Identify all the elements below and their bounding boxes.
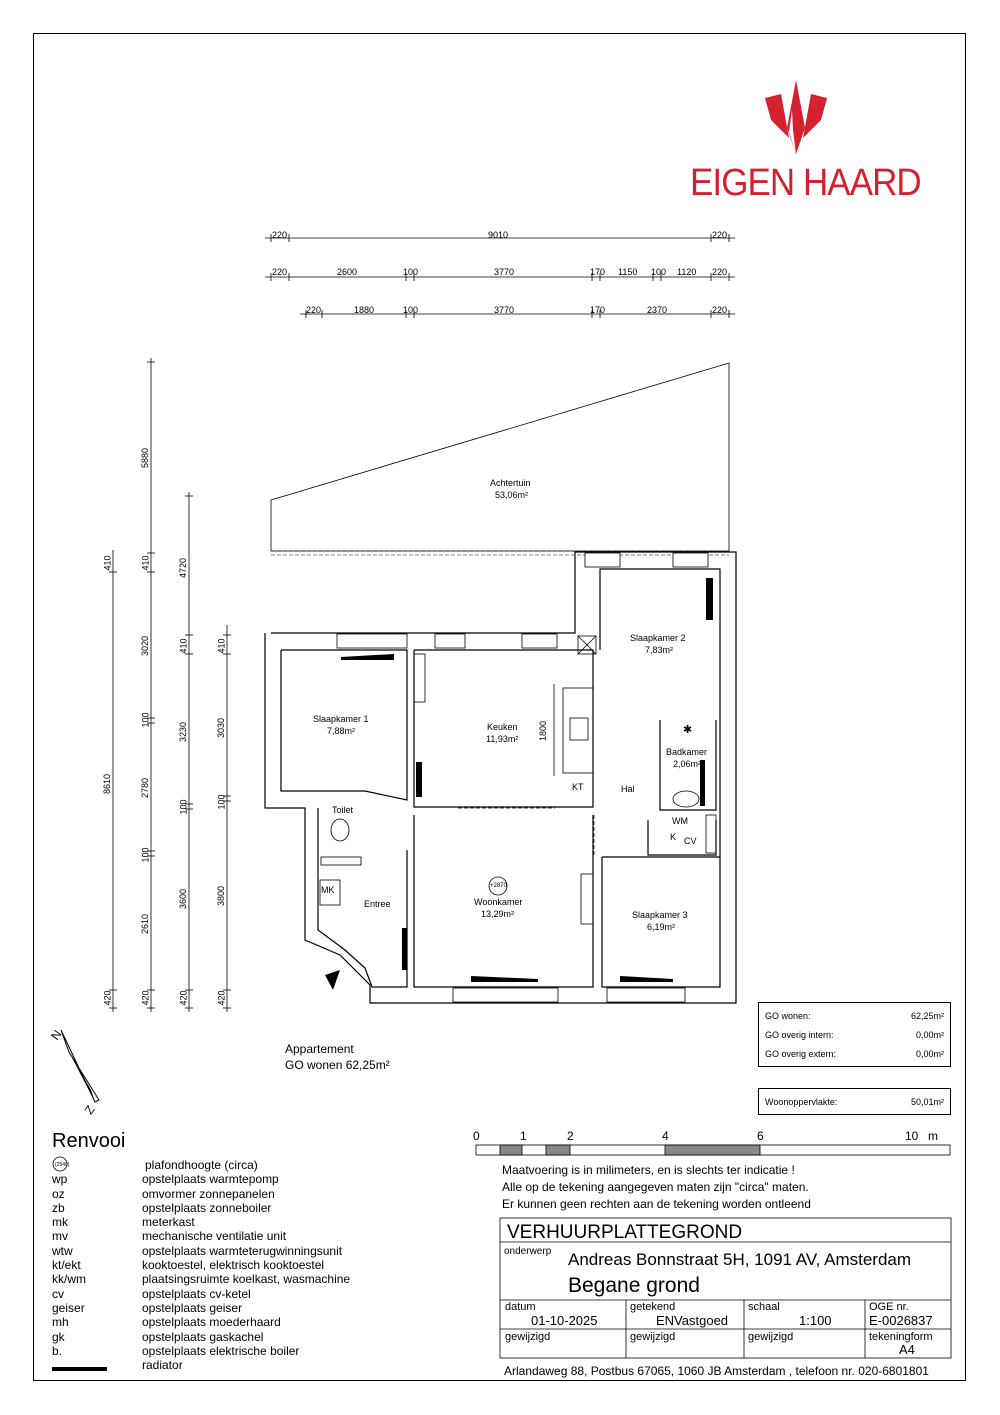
woon-label: Woonoppervlakte: [765, 1096, 838, 1107]
dim-col2-g: 2610 [140, 913, 151, 935]
legend-code: kk/wm [52, 1272, 86, 1287]
room-toilet-label: Toilet [332, 805, 354, 815]
scale-label: 0 [473, 1129, 480, 1143]
getekend-label: getekend [630, 1301, 676, 1313]
room-keuken-name: Keuken [487, 722, 518, 732]
windows [337, 553, 708, 1002]
legend-desc: radiator [142, 1358, 183, 1373]
legend-code: mk [52, 1215, 68, 1230]
room-woonkamer-name: Woonkamer [474, 897, 523, 907]
room-achtertuin-area: 53,06m² [495, 490, 529, 500]
cv-label: CV [684, 836, 697, 846]
wasmachine-label: WM [672, 816, 688, 826]
schaal-label: schaal [748, 1301, 780, 1313]
area-label: GO wonen: [765, 1011, 811, 1021]
legend-desc: opstelplaats gaskachel [142, 1329, 264, 1344]
dim-col2-e: 2780 [140, 777, 151, 799]
schaal-value: 1:100 [799, 1313, 832, 1328]
scale-label: 1 [520, 1129, 527, 1143]
tekeningform-label: tekeningform [869, 1331, 933, 1343]
legend-code: wtw [52, 1243, 73, 1258]
meterkast-label: MK [321, 885, 335, 895]
ceiling-height-label: +2870 [490, 883, 507, 889]
apartment-area: GO wonen 62,25m² [285, 1058, 390, 1072]
datum-label: datum [505, 1301, 536, 1313]
legend-code: oz [52, 1186, 65, 1201]
area-label: GO overig intern: [765, 1030, 834, 1040]
dim-col3-f: 420 [178, 990, 189, 1006]
room-badkamer-name: Badkamer [666, 747, 708, 757]
onderwerp-label: onderwerp [504, 1246, 552, 1257]
legend-code: mv [52, 1229, 68, 1244]
legend-desc: mechanische ventilatie unit [142, 1229, 287, 1244]
scale-label: 2 [567, 1129, 574, 1143]
dim-row3-b: 1880 [354, 305, 375, 315]
address: Andreas Bonnstraat 5H, 1091 AV, Amsterdam [568, 1250, 912, 1269]
dim-col4-b: 3030 [216, 717, 227, 739]
note-line: Er kunnen geen rechten aan de tekening worden ontleend [502, 1197, 811, 1211]
kitchen-dimension: 1800 [538, 720, 549, 742]
oge-value: E-0026837 [869, 1313, 933, 1328]
dim-col2-h: 420 [140, 990, 151, 1006]
compass-north: N [48, 1027, 65, 1043]
ventilation-icon: ✱ [683, 724, 693, 736]
dim-row3-a: 220 [306, 305, 322, 315]
woonoppervlakte-box [758, 1088, 951, 1115]
note-line: Alle op de tekening aangegeven maten zijn "circa" maten. [502, 1180, 809, 1194]
legend-code: geiser [52, 1300, 85, 1315]
dim-col2-d: 100 [140, 712, 151, 728]
gewijzigd-label: gewijzigd [630, 1331, 676, 1343]
area-value: 62,25m² [910, 1011, 944, 1021]
dim-row3-g: 220 [712, 305, 728, 315]
garden-outline [271, 363, 729, 551]
tekeningform-value: A4 [899, 1342, 915, 1357]
walls [265, 552, 736, 1003]
dim-col1-c: 420 [102, 990, 113, 1006]
scale-unit: m [928, 1129, 938, 1143]
renvooi-title: Renvooi [52, 1130, 126, 1152]
dim-col3-c: 3230 [178, 721, 189, 743]
document-title: VERHUURPLATTEGROND [507, 1222, 743, 1243]
legend-desc: opstelplaats warmtepomp [142, 1172, 279, 1187]
dim-col2-b: 410 [140, 555, 151, 571]
dim-row3-e: 170 [590, 305, 606, 315]
legend-desc: plafondhoogte (circa) [145, 1158, 258, 1172]
note-line: Maatvoering is in milimeters, en is slechts ter indicatie ! [502, 1163, 795, 1177]
legend-code: gk [52, 1329, 65, 1344]
legend-desc: opstelplaats cv-ketel [142, 1286, 251, 1301]
dim-col3-e: 3600 [178, 888, 189, 910]
legend-desc: omvormer zonnepanelen [142, 1186, 275, 1201]
oge-label: OGE nr. [869, 1301, 909, 1313]
legend-desc: opstelplaats moederhaard [142, 1315, 281, 1330]
dim-col4-a: 410 [216, 638, 227, 654]
dim-col3-a: 4720 [178, 557, 189, 579]
room-slaapkamer3-area: 6,19m² [647, 922, 676, 932]
notes [502, 1162, 811, 1213]
footer-address: Arlandaweg 88, Postbus 67065, 1060 JB Amsterdam , telefoon nr. 020-6801801 [504, 1364, 929, 1378]
kooktoestel-label: KT [572, 782, 584, 792]
area-summary [758, 1002, 951, 1067]
dim-row1-c: 220 [712, 230, 728, 240]
dim-row2-a: 220 [272, 267, 288, 277]
apartment-title: Appartement [285, 1042, 354, 1056]
legend-desc: opstelplaats geiser [142, 1300, 243, 1315]
room-slaapkamer1-area: 7,88m² [327, 726, 356, 736]
legend-desc: kooktoestel, elektrisch kooktoestel [142, 1258, 325, 1273]
legend-code [52, 1358, 142, 1372]
legend-code: cv [52, 1286, 64, 1301]
scale-label: 4 [662, 1129, 669, 1143]
room-achtertuin-name: Achtertuin [490, 478, 531, 488]
dim-row2-h: 1120 [677, 267, 697, 277]
vertical-dimensions [109, 358, 231, 1012]
room-slaapkamer2-name: Slaapkamer 2 [630, 633, 686, 643]
area-value: 0,00m² [915, 1049, 944, 1059]
compass-south: Z [81, 1102, 98, 1118]
dim-col4-c: 100 [216, 794, 227, 810]
legend-desc: opstelplaats warmteterugwinningsunit [142, 1243, 343, 1258]
scale-bar [476, 1145, 950, 1155]
floor-name: Begane grond [568, 1274, 700, 1297]
dim-row1-b: 9010 [488, 230, 509, 240]
fixtures [320, 636, 716, 924]
dim-col3-d: 100 [178, 799, 189, 815]
room-entree-label: Entree [364, 899, 391, 909]
renvooi-legend [52, 1158, 350, 1372]
dim-col1-b: 410 [102, 555, 113, 571]
room-slaapkamer2-area: 7,83m² [645, 645, 674, 655]
area-label: GO overig extern: [765, 1049, 837, 1059]
legend-code: (2540) [55, 1162, 70, 1168]
gewijzigd-label: gewijzigd [505, 1331, 551, 1343]
legend-desc: opstelplaats zonneboiler [142, 1200, 272, 1215]
dim-col3-b: 410 [178, 638, 189, 654]
room-keuken-area: 11,93m² [486, 734, 519, 744]
dim-col1-a: 8610 [102, 773, 113, 795]
koelkast-label: K [670, 832, 677, 842]
legend-code: kt/ekt [52, 1258, 81, 1273]
gewijzigd-label: gewijzigd [748, 1331, 794, 1343]
brand-name: EIGEN HAARD [690, 162, 921, 204]
legend-code: b. [52, 1343, 63, 1358]
dim-col2-a: 5880 [140, 447, 151, 469]
woon-value: 50,01m² [910, 1096, 944, 1107]
getekend-value: ENVastgoed [656, 1313, 729, 1328]
dim-row2-d: 3770 [494, 267, 515, 277]
dim-row2-f: 1150 [618, 267, 638, 277]
scale-label: 6 [757, 1129, 764, 1143]
dim-row2-i: 220 [712, 267, 728, 277]
dim-col4-e: 420 [216, 990, 227, 1006]
datum-value: 01-10-2025 [531, 1313, 598, 1328]
room-slaapkamer3-name: Slaapkamer 3 [632, 910, 688, 920]
dim-row3-f: 2370 [647, 305, 668, 315]
legend-desc: plaatsingsruimte koelkast, wasmachine [142, 1272, 351, 1287]
legend-desc: opstelplaats elektrische boiler [142, 1343, 300, 1358]
legend-code: mh [52, 1315, 69, 1330]
scale-label: 10 [905, 1129, 919, 1143]
dim-row1-a: 220 [272, 230, 288, 240]
dim-row3-c: 100 [403, 305, 419, 315]
room-slaapkamer1-name: Slaapkamer 1 [313, 714, 369, 724]
legend-desc: meterkast [142, 1215, 195, 1230]
room-woonkamer-area: 13,29m² [481, 909, 515, 919]
apartment-summary [285, 1041, 390, 1073]
dim-col4-d: 3800 [216, 885, 227, 907]
dim-row2-c: 100 [403, 267, 419, 277]
compass-icon [61, 1030, 99, 1102]
dim-col2-f: 100 [140, 847, 151, 863]
room-badkamer-area: 2,06m² [673, 759, 702, 769]
legend-code: zb [52, 1200, 65, 1215]
room-hal-label: Hal [621, 784, 635, 794]
legend-code: wp [52, 1172, 68, 1187]
dim-row2-b: 2600 [337, 267, 358, 277]
dim-col2-c: 3020 [140, 635, 151, 657]
dim-row3-d: 3770 [494, 305, 515, 315]
dim-row2-g: 100 [651, 267, 667, 277]
dim-row2-e: 170 [590, 267, 606, 277]
entrance-arrow-icon [325, 970, 340, 990]
area-value: 0,00m² [915, 1030, 944, 1040]
